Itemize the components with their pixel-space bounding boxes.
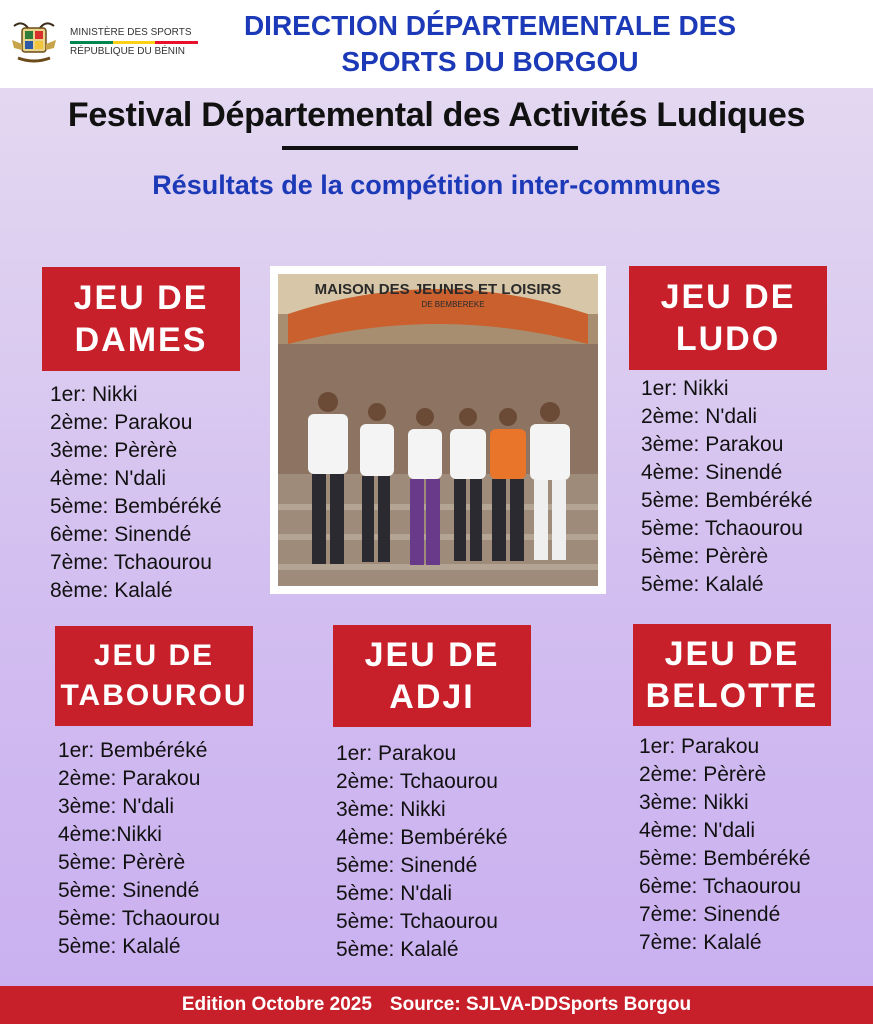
result-item: 3ème: Parakou xyxy=(641,433,784,456)
result-item: 4ème:Nikki xyxy=(58,823,162,846)
game-title-line2: BELOTTE xyxy=(645,677,819,715)
footer-edition: Edition Octobre 2025 xyxy=(181,994,372,1015)
results-list-tabourou xyxy=(58,737,220,961)
result-item: 1er: Nikki xyxy=(50,383,138,406)
result-item: 2ème: Parakou xyxy=(50,411,193,434)
result-item: 3ème: N'dali xyxy=(58,795,175,818)
direction-title-line1: DIRECTION DÉPARTEMENTALE DES xyxy=(243,10,737,41)
result-item: 5ème: Kalalé xyxy=(58,935,181,958)
result-item: 4ème: N'dali xyxy=(50,467,167,490)
group-photo xyxy=(270,266,606,594)
result-item: 2ème: Parakou xyxy=(58,767,201,790)
photo-sign-subtext: DE BEMBEREKE xyxy=(421,300,485,309)
title-underline xyxy=(282,146,578,150)
game-title-line1: JEU DE xyxy=(664,635,800,673)
result-item: 4ème: Sinendé xyxy=(641,461,783,484)
result-item: 5ème: Pèrèrè xyxy=(641,545,769,568)
result-item: 5ème: Sinendé xyxy=(58,879,200,902)
game-title-line2: DAMES xyxy=(74,321,208,359)
result-item: 5ème: Sinendé xyxy=(336,854,478,877)
page-title: Festival Départemental des Activités Ludiques xyxy=(67,96,806,134)
game-title-line2: LUDO xyxy=(675,320,781,358)
result-item: 5ème: Bembéréké xyxy=(641,489,813,512)
game-title-line1: JEU DE xyxy=(660,278,796,316)
results-list-belotte xyxy=(639,733,811,957)
footer-source: Source: SJLVA-DDSports Borgou xyxy=(389,994,692,1015)
result-item: 3ème: Nikki xyxy=(639,791,749,814)
result-item: 7ème: Tchaourou xyxy=(50,551,212,574)
result-item: 1er: Parakou xyxy=(336,742,457,765)
page-subtitle: Résultats de la compétition inter-communes xyxy=(152,170,721,200)
game-title-belotte xyxy=(633,624,831,726)
result-item: 6ème: Sinendé xyxy=(50,523,192,546)
result-item: 7ème: Kalalé xyxy=(639,931,762,954)
result-item: 5ème: Tchaourou xyxy=(641,517,803,540)
result-item: 2ème: N'dali xyxy=(641,405,758,428)
game-title-adji xyxy=(333,625,531,727)
country-name: RÉPUBLIQUE DU BÉNIN xyxy=(70,46,186,57)
result-item: 5ème: N'dali xyxy=(336,882,453,905)
results-list-dames xyxy=(50,381,222,605)
result-item: 2ème: Pèrèrè xyxy=(639,763,767,786)
result-item: 6ème: Tchaourou xyxy=(639,875,801,898)
result-item: 5ème: Kalalé xyxy=(336,938,459,961)
result-item: 5ème: Bembéréké xyxy=(50,495,222,518)
result-item: 8ème: Kalalé xyxy=(50,579,173,602)
result-item: 5ème: Bembéréké xyxy=(639,847,811,870)
result-item: 5ème: Tchaourou xyxy=(336,910,498,933)
header xyxy=(0,0,873,88)
ministry-block xyxy=(70,26,220,59)
coat-of-arms-logo xyxy=(8,18,60,68)
result-item: 5ème: Tchaourou xyxy=(58,907,220,930)
game-title-line1: JEU DE xyxy=(73,279,209,317)
result-item: 2ème: Tchaourou xyxy=(336,770,498,793)
results-list-adji xyxy=(336,740,508,964)
group-photo-drawing xyxy=(278,274,598,586)
photo-sign-text: MAISON DES JEUNES ET LOISIRS xyxy=(314,281,562,298)
result-item: 4ème: Bembéréké xyxy=(336,826,508,849)
result-item: 1er: Nikki xyxy=(641,377,729,400)
result-item: 1er: Parakou xyxy=(639,735,760,758)
ministry-name: MINISTÈRE DES SPORTS xyxy=(70,27,192,38)
group-photo-image xyxy=(278,274,598,586)
result-item: 1er: Bembéréké xyxy=(58,739,208,762)
results-list-ludo xyxy=(641,375,813,599)
footer xyxy=(0,986,873,1024)
direction-title-line2: SPORTS DU BORGOU xyxy=(341,46,639,77)
direction-title xyxy=(220,8,760,80)
game-title-dames xyxy=(42,267,240,371)
result-item: 5ème: Pèrèrè xyxy=(58,851,186,874)
result-item: 3ème: Nikki xyxy=(336,798,446,821)
result-item: 5ème: Kalalé xyxy=(641,573,764,596)
game-title-ludo xyxy=(629,266,827,370)
game-title-line1: JEU DE xyxy=(364,636,500,674)
result-item: 4ème: N'dali xyxy=(639,819,756,842)
game-title-line2: TABOUROU xyxy=(60,679,248,712)
result-item: 3ème: Pèrèrè xyxy=(50,439,178,462)
game-title-line2: ADJI xyxy=(389,678,475,716)
result-item: 7ème: Sinendé xyxy=(639,903,781,926)
game-title-line1: JEU DE xyxy=(93,639,215,672)
flag-stripe xyxy=(70,41,198,44)
game-title-tabourou xyxy=(55,626,253,726)
